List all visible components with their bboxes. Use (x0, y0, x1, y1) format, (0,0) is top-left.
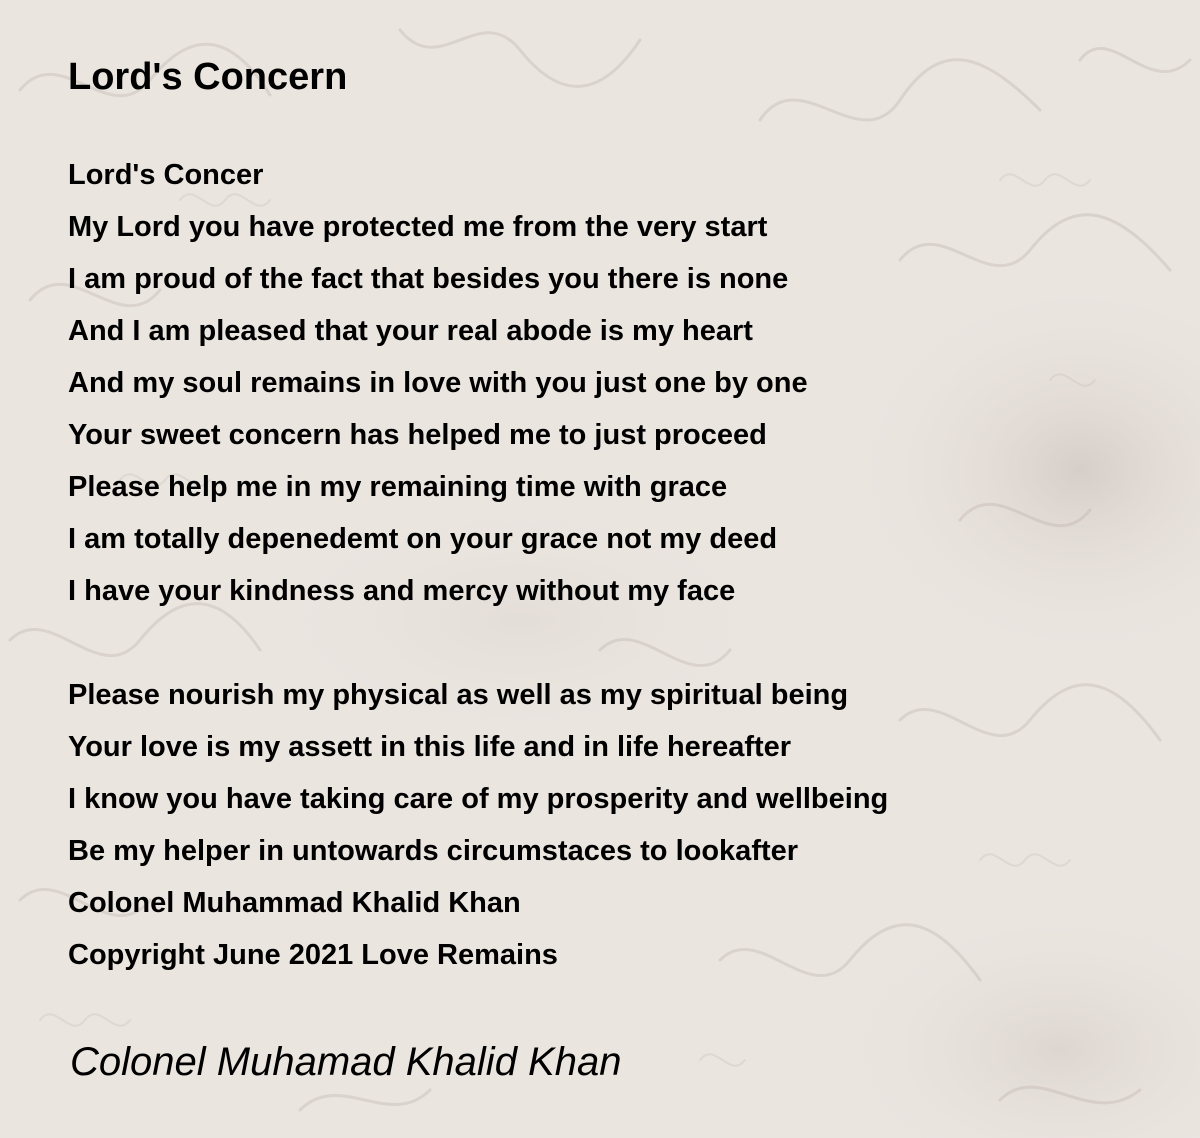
poem-line: I know you have taking care of my prosperity and wellbeing (68, 783, 889, 815)
poem-author-line: Colonel Muhammad Khalid Khan (68, 887, 521, 919)
poem-line: Be my helper in untowards circumstaces to lookafter (68, 835, 799, 867)
poem-line: My Lord you have protected me from the very start (68, 211, 768, 243)
poem-line: And my soul remains in love with you just one by one (68, 367, 808, 399)
poem-stanza-2 (68, 669, 888, 981)
poem-title: Lord's Concern (68, 56, 348, 98)
author-signature: Colonel Muhamad Khalid Khan (70, 1040, 622, 1084)
poem-line: I am proud of the fact that besides you there is none (68, 263, 789, 295)
poem-line: And I am pleased that your real abode is my heart (68, 315, 753, 347)
poem-copyright-line: Copyright June 2021 Love Remains (68, 939, 558, 971)
poem-line: Your love is my assett in this life and in life hereafter (68, 731, 792, 763)
poem-line: Please nourish my physical as well as my spiritual being (68, 679, 849, 711)
poem-line: Lord's Concer (68, 159, 264, 191)
poem-line: Your sweet concern has helped me to just proceed (68, 419, 767, 451)
poem-line: I am totally depenedemt on your grace not my deed (68, 523, 778, 555)
poem-line: Please help me in my remaining time with grace (68, 471, 728, 503)
poem-stanza-1 (68, 149, 808, 617)
poem-line: I have your kindness and mercy without my face (68, 575, 736, 607)
